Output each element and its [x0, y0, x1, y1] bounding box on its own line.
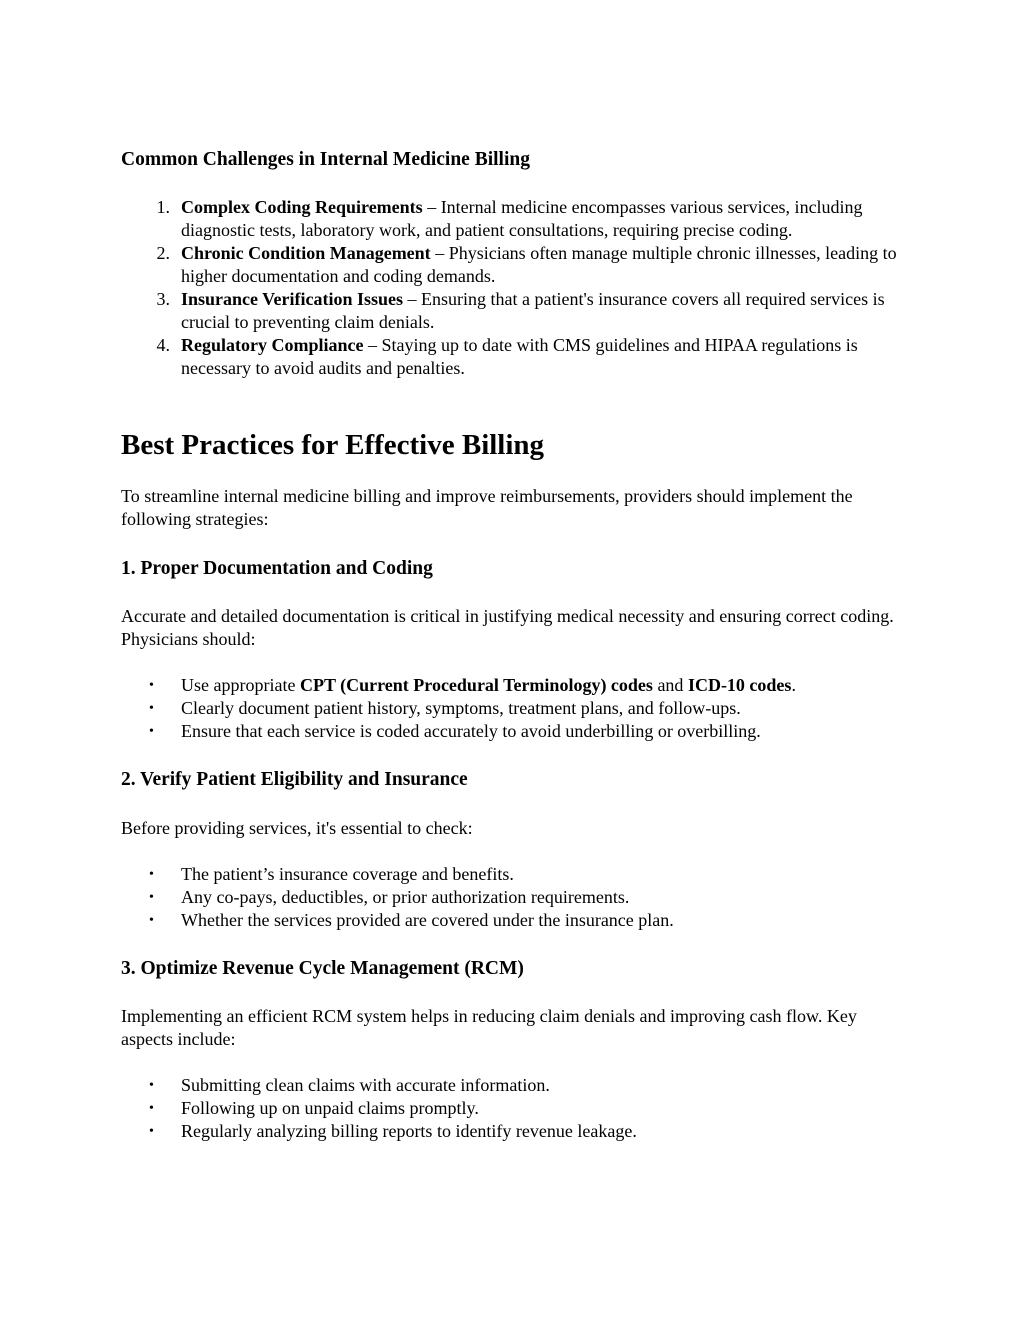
list-item: [121, 909, 911, 932]
bullet-icon: •: [149, 1101, 154, 1116]
challenges-list: [121, 196, 911, 380]
section2-heading: 2. Verify Patient Eligibility and Insurance: [121, 769, 468, 790]
item-title: Chronic Condition Management: [181, 243, 431, 263]
item-bold-term: CPT (Current Procedural Terminology) codes: [299, 675, 653, 695]
challenges-heading: Common Challenges in Internal Medicine Billing: [121, 149, 530, 170]
bullet-icon: •: [149, 724, 154, 739]
item-text: Any co-pays, deductibles, or prior authorization requirements.: [181, 887, 630, 907]
item-text: Regularly analyzing billing reports to identify revenue leakage.: [181, 1121, 637, 1141]
list-item: [121, 1120, 911, 1143]
item-text: The patient’s insurance coverage and benefits.: [181, 864, 514, 884]
list-item: [121, 242, 911, 288]
bullet-icon: •: [149, 890, 154, 905]
list-item: [121, 674, 911, 697]
item-title: Regulatory Compliance: [181, 335, 364, 355]
list-item: [121, 886, 911, 909]
item-text: Ensure that each service is coded accurately to avoid underbilling or overbilling.: [181, 721, 761, 741]
list-item: [121, 863, 911, 886]
bullet-icon: •: [149, 1124, 154, 1139]
item-text: – Internal medicine encompasses various services, including diagnostic tests, laboratory work, and patient consultations, requiring precise coding.: [181, 197, 863, 240]
section2-list: [121, 863, 911, 932]
section3-list: [121, 1074, 911, 1143]
section1-list: [121, 674, 911, 743]
item-text: Use appropriate: [181, 675, 300, 695]
list-item: [121, 697, 911, 720]
item-bold-term: ICD-10 codes: [687, 675, 792, 695]
bullet-icon: •: [149, 867, 154, 882]
bullet-icon: •: [149, 678, 154, 693]
section2-intro: Before providing services, it's essential to check:: [121, 818, 473, 838]
item-title: Complex Coding Requirements: [181, 197, 423, 217]
item-title: Insurance Verification Issues: [181, 289, 404, 309]
item-text: Submitting clean claims with accurate information.: [181, 1075, 550, 1095]
bullet-icon: •: [149, 913, 154, 928]
bullet-icon: •: [149, 701, 154, 716]
list-item: [121, 196, 911, 242]
item-text: Whether the services provided are covered under the insurance plan.: [181, 910, 674, 930]
bullet-icon: •: [149, 1078, 154, 1093]
list-number: 1.: [156, 197, 170, 217]
list-number: 2.: [156, 243, 170, 263]
list-number: 4.: [156, 335, 170, 355]
list-item: [121, 1097, 911, 1120]
item-text: and: [652, 675, 688, 695]
item-text: Clearly document patient history, symptoms, treatment plans, and follow-ups.: [181, 698, 741, 718]
list-item: [121, 334, 911, 380]
best-practices-intro: To streamline internal medicine billing and improve reimbursements, providers should implement the following strategies:: [121, 486, 853, 529]
item-text: .: [791, 675, 796, 695]
best-practices-heading: Best Practices for Effective Billing: [121, 429, 545, 461]
list-item: [121, 288, 911, 334]
section1-intro: Accurate and detailed documentation is critical in justifying medical necessity and ensuring correct coding. Physicians should:: [121, 606, 894, 649]
list-number: 3.: [156, 289, 170, 309]
section3-heading: 3. Optimize Revenue Cycle Management (RCM): [121, 958, 524, 979]
item-text: – Physicians often manage multiple chronic illnesses, leading to higher documentation and coding demands.: [181, 243, 897, 286]
list-item: [121, 720, 911, 743]
section1-heading: 1. Proper Documentation and Coding: [121, 558, 433, 579]
item-text: – Ensuring that a patient's insurance covers all required services is crucial to preventing claim denials.: [181, 289, 885, 332]
item-text: – Staying up to date with CMS guidelines and HIPAA regulations is necessary to avoid audits and penalties.: [181, 335, 858, 378]
list-item: [121, 1074, 911, 1097]
item-text: Following up on unpaid claims promptly.: [181, 1098, 479, 1118]
section3-intro: Implementing an efficient RCM system helps in reducing claim denials and improving cash flow. Key aspects include:: [121, 1006, 857, 1049]
